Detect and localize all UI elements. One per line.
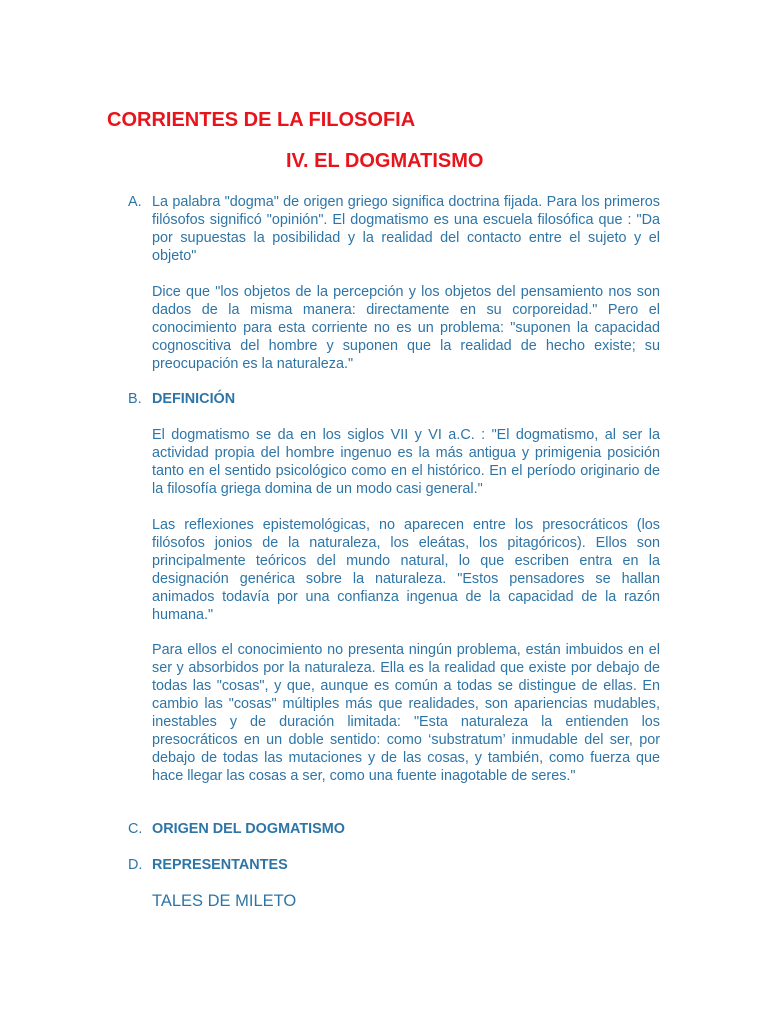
list-marker-c: C. [128,821,143,837]
paragraph-b-2: Las reflexiones epistemológicas, no aparecen entre los presocráticos (los filósofos jonios de la naturaleza, los eleátas, los pitagóricos). Ellos son principalmente teóricos del mundo natural, lo que escriben entra en la designación genérica sobre la naturaleza. "Estos pensadores se hallan animados todavía por una confianza ingenua de la capacidad de la razón humana." [152,517,660,623]
paragraph-a-2: Dice que "los objetos de la percepción y los objetos del pensamiento nos son dados de la misma manera: directamente en su corporeidad." Pero el conocimiento para esta corriente no es un problema: "suponen la capacidad cognoscitiva del hombre y suponen que la realidad de hecho existe; su preocupación es la naturaleza." [152,284,660,372]
heading-origen: ORIGEN DEL DOGMATISMO [152,821,345,837]
paragraph-a-2-wrap [152,283,660,373]
paragraph-b-1-wrap [152,426,660,498]
representative-name: TALES DE MILETO [152,892,297,910]
list-marker-d: D. [128,857,143,873]
heading-representantes: REPRESENTANTES [152,857,288,873]
paragraph-a-1: La palabra "dogma" de origen griego significa doctrina fijada. Para los primeros filósofos significó "opinión". El dogmatismo es una escuela filosófica que : "Da por supuestas la posibilidad y la realidad del contacto entre el sujeto y el objeto" [152,194,660,264]
list-marker-a: A. [128,194,142,210]
document-title: CORRIENTES DE LA FILOSOFIA [107,109,416,131]
heading-definicion: DEFINICIÓN [152,391,236,407]
list-marker-b: B. [128,391,142,407]
paragraph-b-2-wrap [152,516,660,624]
section-title: IV. EL DOGMATISMO [286,150,484,172]
paragraph-b-1: El dogmatismo se da en los siglos VII y VI a.C. : "El dogmatismo, al ser la actividad propia del hombre ingenuo es la más antigua y primigenia posición tanto en el sentido psicológico como en el histórico. En el período originario de la filosofía griega domina de un modo casi general." [152,427,660,497]
paragraph-b-3-wrap [152,641,660,785]
paragraph-b-3: Para ellos el conocimiento no presenta ningún problema, están imbuidos en el ser y absorbidos por la naturaleza. Ella es la realidad que existe por debajo de todas las "cosas", y que, aunque es común a todas se distingue de ellas. En cambio las "cosas" múltiples más que realidades, son apariencias mudables, inestables y de duración limitada: "Esta naturaleza la entienden los presocráticos en un doble sentido: como ‘substratum’ inmudable del ser, por debajo de todas las mutaciones y de las cosas, y también, como fuerza que hace llegar las cosas a ser, como una fuente inagotable de seres." [152,642,660,784]
